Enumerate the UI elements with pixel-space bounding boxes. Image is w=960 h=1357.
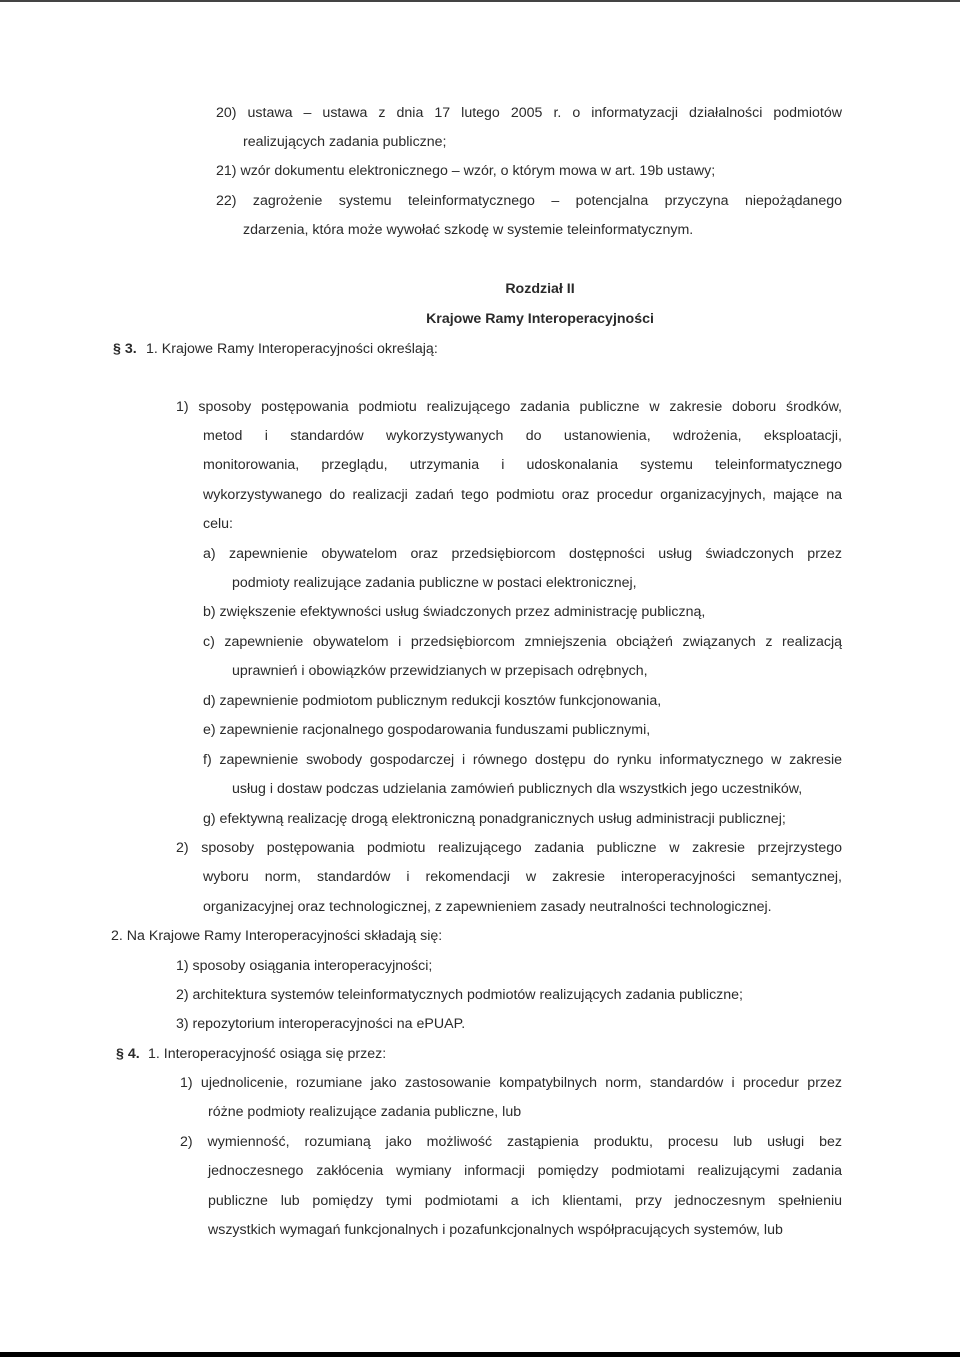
item-1-line4: wykorzystywanego do realizacji zadań tego podmiotu oraz procedur organizacyjnych, mające na [203,487,842,503]
item-2-line3: organizacyjnej oraz technologicznej, z zapewnieniem zasady neutralności technologicznej. [203,899,772,915]
subitem-a-line1: a) zapewnienie obywatelom oraz przedsiębiorcom dostępności usług świadczonych przez [203,546,842,562]
component-2: 2) architektura systemów teleinformatycznych podmiotów realizujących zadania publiczne; [176,987,743,1003]
paragraph-3-intro: 1. Krajowe Ramy Interoperacyjności określają: [146,341,438,357]
item-1-line1: 1) sposoby postępowania podmiotu realizującego zadania publiczne w zakresie doboru środków, [176,399,842,415]
component-3: 3) repozytorium interoperacyjności na ePUAP. [176,1016,466,1032]
subitem-c-line2: uprawnień i obowiązków przewidzianych w przepisach odrębnych, [232,663,648,679]
subitem-c-line1: c) zapewnienie obywatelom i przedsiębiorcom zmniejszenia obciążeń związanych z realizacją [203,634,842,650]
scan-bottom-edge [0,1352,960,1357]
definition-20-line1: 20) ustawa – ustawa z dnia 17 lutego 2005 r. o informatyzacji działalności podmiotów [216,105,842,121]
chapter-heading: Rozdział II [505,281,575,297]
paragraph-3-section-2: 2. Na Krajowe Ramy Interoperacyjności składają się: [111,928,443,944]
subitem-e: e) zapewnienie racjonalnego gospodarowania funduszami publicznymi, [203,722,651,738]
subitem-f-line2: usług i dostaw podczas udzielania zamówień publicznych dla wszystkich jego uczestników, [232,781,803,797]
subitem-f-line1: f) zapewnienie swobody gospodarczej i równego dostępu do rynku informatycznego w zakresie [203,752,842,768]
subitem-d: d) zapewnienie podmiotom publicznym redukcji kosztów funkcjonowania, [203,693,662,709]
method-2-line2: jednoczesnego zakłócenia wymiany informacji pomiędzy podmiotami realizującymi zadania [208,1163,842,1179]
subitem-b: b) zwiększenie efektywności usług świadczonych przez administrację publiczną, [203,604,706,620]
method-2-line1: 2) wymienność, rozumianą jako możliwość zastąpienia produktu, procesu lub usługi bez [180,1134,842,1150]
method-2-line3: publiczne lub pomiędzy tymi podmiotami a ich klientami, przy jednoczesnym spełnieniu [208,1193,842,1209]
item-1-line5: celu: [203,516,233,532]
paragraph-3-mark: § 3. [113,341,137,357]
chapter-title: Krajowe Ramy Interoperacyjności [426,311,654,327]
item-1-line2: metod i standardów wykorzystywanych do ustanowienia, wdrożenia, eksploatacji, [203,428,842,444]
item-2-line2: wyboru norm, standardów i rekomendacji w zakresie interoperacyjności semantycznej, [203,869,842,885]
definition-22-line2: zdarzenia, która może wywołać szkodę w systemie teleinformatycznym. [243,222,694,238]
method-2-line4: wszystkich wymagań funkcjonalnych i pozafunkcjonalnych współpracujących systemów, lub [208,1222,783,1238]
component-1: 1) sposoby osiągania interoperacyjności; [176,958,433,974]
definition-22-line1: 22) zagrożenie systemu teleinformatycznego – potencjalna przyczyna niepożądanego [216,193,842,209]
definition-20-line2: realizujących zadania publiczne; [243,134,447,150]
definition-21: 21) wzór dokumentu elektronicznego – wzór, o którym mowa w art. 19b ustawy; [216,163,716,179]
subitem-a-line2: podmioty realizujące zadania publiczne w postaci elektronicznej, [232,575,637,591]
method-1-line2: różne podmioty realizujące zadania publiczne, lub [208,1104,522,1120]
paragraph-4-mark: § 4. [116,1046,140,1062]
subitem-g: g) efektywną realizację drogą elektroniczną ponadgranicznych usług administracji publicznej; [203,811,786,827]
item-2-line1: 2) sposoby postępowania podmiotu realizującego zadania publiczne w zakresie przejrzystego [176,840,842,856]
paragraph-4-intro: 1. Interoperacyjność osiąga się przez: [148,1046,387,1062]
scan-top-edge [0,0,960,2]
item-1-line3: monitorowania, przeglądu, utrzymania i udoskonalania systemu teleinformatycznego [203,457,842,473]
method-1-line1: 1) ujednolicenie, rozumiane jako zastosowanie kompatybilnych norm, standardów i procedur przez [180,1075,842,1091]
